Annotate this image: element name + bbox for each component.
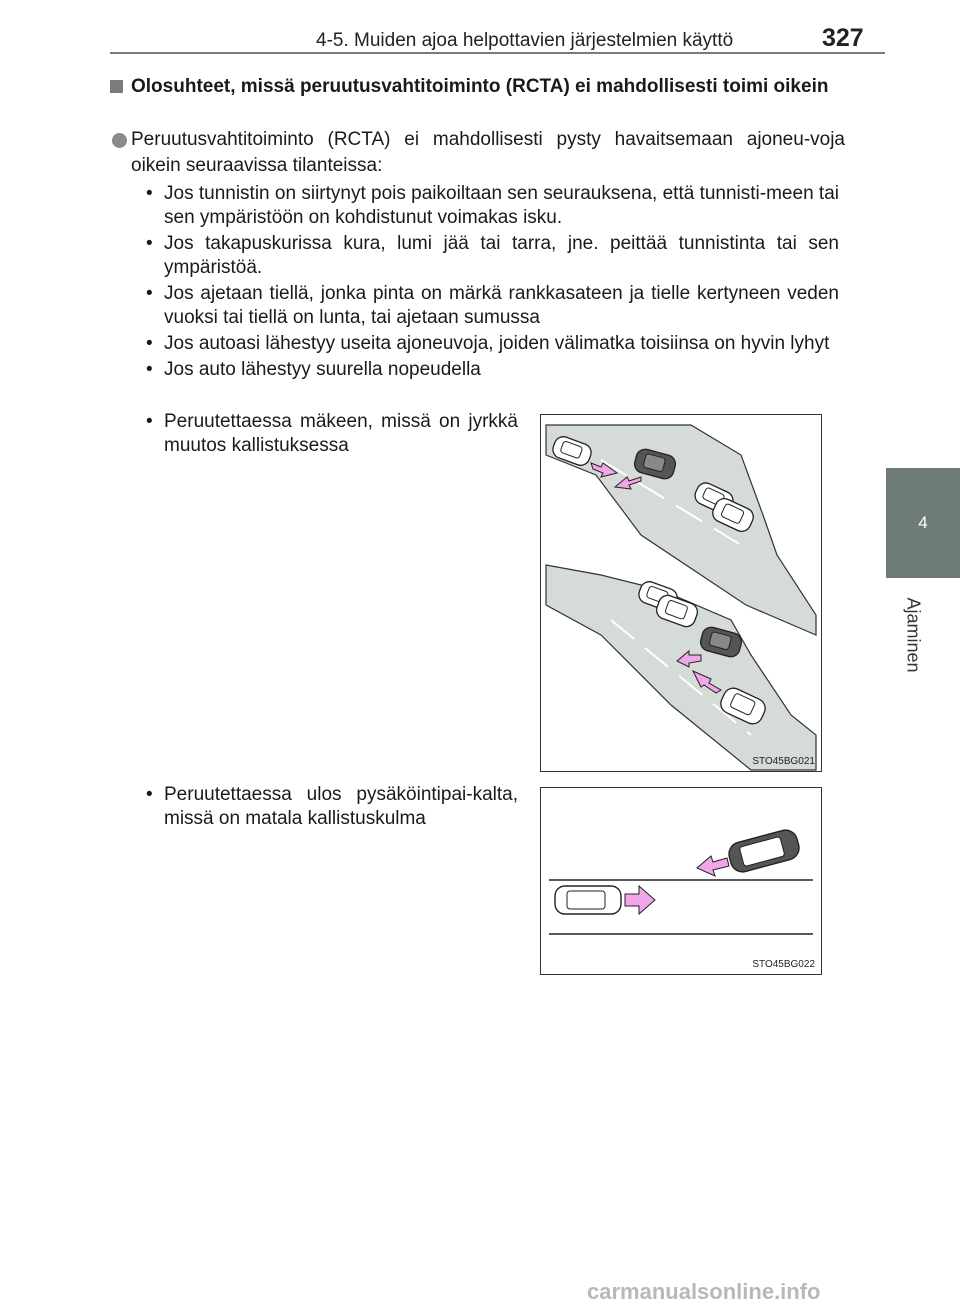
- condition-list: [146, 182, 839, 384]
- slope-figure: [540, 414, 822, 772]
- chapter-title: Ajaminen: [903, 597, 924, 673]
- car-icon: [555, 886, 621, 914]
- list-item: • Jos auto lähestyy suurella nopeudella: [146, 358, 839, 382]
- chapter-tab: 4: [886, 468, 960, 578]
- section-heading-text: Olosuhteet, missä peruutusvahtitoiminto (RCTA) ei mahdollisesti toimi oikein: [131, 76, 829, 97]
- running-header-section: 4-5. Muiden ajoa helpottavien järjestelmien käyttö: [316, 30, 734, 51]
- intro-paragraph: [110, 127, 845, 179]
- circle-bullet-icon: [112, 133, 127, 148]
- car-icon: [726, 827, 801, 874]
- parking-bullet: • Peruutettaessa ulos pysäköintipai-kalta, missä on matala kallistuskulma: [146, 784, 518, 829]
- parking-figure: [540, 787, 822, 975]
- arrow-icon: [625, 886, 655, 914]
- list-item: • Jos autoasi lähestyy useita ajoneuvoja, joiden välimatka toisiinsa on hyvin lyhyt: [146, 332, 839, 356]
- list-item: • Jos ajetaan tiellä, jonka pinta on märkä rankkasateen ja tielle kertyneen veden vuoksi tai tiellä on lunta, tai ajetaan sumussa: [146, 282, 839, 330]
- square-bullet-icon: [110, 80, 123, 93]
- list-item: • Jos tunnistin on siirtynyt pois paikoiltaan sen seurauksena, että tunnisti-meen tai sen ympäristöön on kohdistunut voimakas isku.: [146, 182, 839, 230]
- footer-watermark: carmanualsonline.info: [587, 1279, 821, 1304]
- page-number: 327: [822, 24, 864, 52]
- header-rule: [110, 52, 885, 54]
- parking-bullet-text: Peruutettaessa ulos pysäköintipai-kalta, missä on matala kallistuskulma: [164, 784, 518, 829]
- section-heading: [110, 74, 845, 100]
- slope-bullet-text: Peruutettaessa mäkeen, missä on jyrkkä muutos kallistuksessa: [164, 411, 518, 456]
- chapter-label: [898, 585, 928, 685]
- figure-code: STO45BG022: [752, 959, 815, 970]
- slope-bullet: • Peruutettaessa mäkeen, missä on jyrkkä muutos kallistuksessa: [146, 411, 518, 456]
- parking-illustration: [541, 788, 821, 974]
- figure-code: STO45BG021: [752, 756, 815, 767]
- arrow-icon: [697, 856, 729, 876]
- slope-illustration: [541, 415, 821, 771]
- intro-text: Peruutusvahtitoiminto (RCTA) ei mahdollisesti pysty havaitsemaan ajoneu-voja oikein seuraavissa tilanteissa:: [131, 129, 845, 176]
- list-item: • Jos takapuskurissa kura, lumi jää tai tarra, jne. peittää tunnistinta tai sen ympäristöä.: [146, 232, 839, 280]
